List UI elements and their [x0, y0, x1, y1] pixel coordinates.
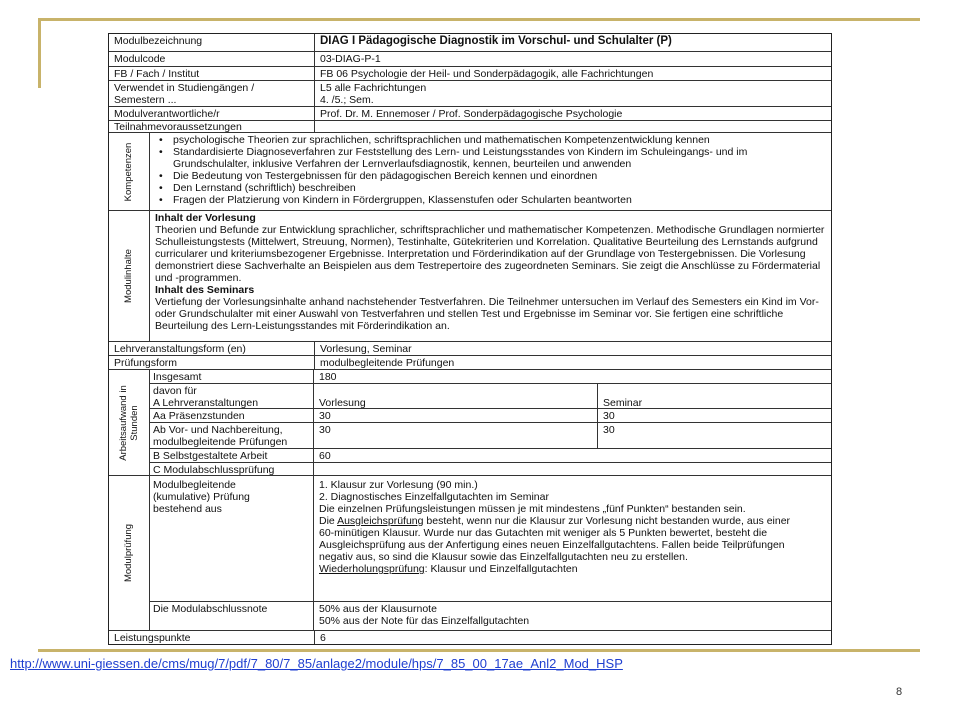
col-header-vorlesung: Vorlesung [319, 397, 366, 409]
label-praesenzstunden: Aa Präsenzstunden [149, 409, 314, 422]
wiederholung-rest: : Klausur und Einzelfallgutachten [424, 563, 578, 575]
label-studiengaenge [109, 81, 314, 106]
label-selbstgestaltete-arbeit: B Selbstgestaltete Arbeit [149, 449, 314, 462]
pruefung-wiederholung [319, 563, 801, 575]
side-label-modulinhalte: Modulinhalte [123, 249, 134, 303]
value-vor-nach-seminar: 30 [597, 423, 831, 448]
value-lehrveranstaltungsform: Vorlesung, Seminar [314, 342, 831, 355]
label-pruefungsform: Prüfungsform [114, 357, 178, 369]
value-teilnahmevoraussetzungen [314, 121, 831, 132]
pruefung-item-klausur: 1. Klausur zur Vorlesung (90 min.) [319, 479, 478, 491]
kompetenz-item: • Fragen der Platzierung von Kindern in Fördergruppen, Klassenstufen oder Schularten beantworten [173, 194, 825, 206]
row-modulabschlussnote [149, 602, 831, 631]
value-modulabschlusspruefung [314, 463, 831, 476]
text-inhalt-vorlesung: Theorien und Befunde zur Entwicklung sprachlicher, schriftsprachlicher und mathematischer Kompetenzen. Methodische Grundlagen normierter Schulleistungstests (Mittelwert, Streuung, Normen), Testinhalte, Gütekriterien und Korrelation. Qualitative Beurteilung des Lernstands aufgrund curricularer und kriteriumsbezogener Ergebnisse. Interpretation und Förderindikation auf der Grundlage von Testergebnissen. Die Vorlesung demonstriert diese Sachverhalte an Beispielen aus dem Testrepertoire des zugeordneten Seminars. Sie zeigt die Anschlüsse zu Fördermaterial und -programmen. [155, 224, 825, 284]
value-modulbezeichnung: DIAG I Pädagogische Diagnostik im Vorschul- und Schulalter (P) [314, 34, 831, 51]
section-kompetenzen [109, 133, 831, 211]
value-studiengaenge [314, 81, 831, 106]
section-modulinhalte [109, 211, 831, 342]
row-modulbezeichnung [109, 34, 831, 52]
note-line1: 50% aus der Klausurnote [319, 603, 437, 615]
label-modulcode: Modulcode [114, 53, 166, 65]
value-studiengaenge-line2: 4. /5.; Sem. [320, 94, 374, 106]
value-leistungspunkte: 6 [314, 631, 831, 644]
row-modulverantwortliche [109, 107, 831, 121]
label-davon-line1: davon für [153, 385, 197, 397]
side-modulpruefung [109, 476, 150, 630]
label-modulbegleitende-line1: Modulbegleitende [153, 479, 236, 491]
ausgleich-rest: besteht, wenn nur die Klausur zur Vorlesung nicht bestanden wurde, aus einer 60-minütigen Klausur. Wurde nur das Gutachten mit weniger als 5 Punkten bewertet, besteht die Ausgleichsprüfung aus der Anfertigung eines neuen Einzelfallgutachtens. Fallen beide Teilprüfungen negativ aus, so sind die Klausur sowie das Einzelfallgutachten neu zu erstellen. [319, 515, 791, 563]
label-teilnahmevoraussetzungen: Teilnahmevoraussetzungen [114, 121, 242, 132]
value-praesenz-vorlesung: 30 [319, 410, 331, 422]
label-lehrveranstaltungsform: Lehrveranstaltungsform (en) [114, 343, 246, 355]
label-insgesamt: Insgesamt [149, 370, 314, 383]
label-davon-line2: A Lehrveranstaltungen [153, 397, 259, 409]
ausgleich-word: Ausgleichsprüfung [337, 515, 424, 527]
row-studiengaenge [109, 81, 831, 107]
value-modulbegleitende-pruefung [314, 476, 831, 601]
row-modulabschlusspruefung [149, 463, 831, 476]
row-lehrveranstaltungsform [109, 342, 831, 356]
pruefung-ausgleich [319, 515, 801, 563]
side-label-arbeitsaufwand-line1: Arbeitsaufwand in [118, 384, 129, 461]
value-modulcode: 03-DIAG-P-1 [314, 52, 831, 66]
pruefung-rule: Die einzelnen Prüfungsleistungen müssen je mit mindestens „fünf Punkten“ bestanden sein. [319, 503, 746, 515]
row-vor-nachbereitung [149, 423, 831, 449]
label-modulbegleitende-line3: bestehend aus [153, 503, 222, 515]
value-studiengaenge-line1: L5 alle Fachrichtungen [320, 82, 427, 94]
row-insgesamt [149, 370, 831, 384]
kompetenz-item: • Die Bedeutung von Testergebnissen für den pädagogischen Bereich kennen und einordnen [173, 170, 825, 182]
row-modulbegleitende-pruefung [149, 476, 831, 602]
label-vor-nachbereitung-line1: Ab Vor- und Nachbereitung, [153, 424, 283, 436]
value-vor-nach-vorlesung: 30 [319, 424, 331, 436]
value-praesenz-seminar: 30 [597, 409, 831, 422]
heading-inhalt-vorlesung: Inhalt der Vorlesung [155, 212, 256, 224]
text-inhalt-seminar: Vertiefung der Vorlesungsinhalte anhand nachstehender Testverfahren. Die Teilnehmer untersuchen im Verlauf des Semesters ein Kind im Vor- oder Grundschulalter mit einer Auswahl von Testverfahren und stellen Test und Ergebnisse im Seminar vor. Sie fertigen eine schriftliche Beurteilung des Lern-Leistungsstandes mit Förderindikation an. [155, 296, 819, 332]
side-label-arbeitsaufwand [118, 385, 140, 461]
label-fachbereich: FB / Fach / Institut [114, 68, 200, 80]
label-modulbegleitende-pruefung [149, 476, 314, 601]
pruefung-item-gutachten: 2. Diagnostisches Einzelfallgutachten im Seminar [319, 491, 549, 503]
kompetenzen-content [149, 133, 831, 210]
value-selbstgestaltete-arbeit: 60 [319, 450, 331, 462]
page-number: 8 [896, 686, 903, 698]
row-selbstgestaltete-arbeit [149, 449, 831, 463]
value-pruefungsform: modulbegleitende Prüfungen [314, 356, 831, 369]
kompetenzen-list [155, 134, 825, 206]
row-modulcode [109, 52, 831, 67]
label-vor-nachbereitung-line2: modulbegleitende Prüfungen [153, 436, 288, 448]
label-vor-nachbereitung [149, 423, 314, 448]
ausgleich-prefix: Die [319, 515, 338, 527]
label-modulabschlusspruefung: C Modulabschlussprüfung [149, 463, 314, 476]
row-teilnahmevoraussetzungen [109, 121, 831, 133]
value-modulverantwortliche: Prof. Dr. M. Ennemoser / Prof. Sonderpädagogische Psychologie [314, 107, 831, 120]
row-leistungspunkte [109, 631, 831, 644]
kompetenz-item: • Standardisierte Diagnoseverfahren zur Feststellung des Lern- und Leistungsstandes von Kindern im Schuleingangs- und im Grundschulalter, inklusive Verfahren der Lernverlaufsdiagnostik, kennen, beurteilen und anwenden [173, 146, 825, 170]
top-accent-line [38, 18, 920, 21]
label-studiengaenge-line1: Verwendet in Studiengängen / [114, 82, 255, 94]
section-modulpruefung [109, 476, 831, 631]
kompetenz-item: • Den Lernstand (schriftlich) beschreiben [173, 182, 825, 194]
section-arbeitsaufwand [109, 370, 831, 476]
row-fachbereich [109, 67, 831, 81]
label-studiengaenge-line2: Semestern ... [114, 94, 177, 106]
side-label-arbeitsaufwand-line2: Stunden [129, 404, 140, 441]
row-praesenzstunden [149, 409, 831, 423]
side-modulinhalte [109, 211, 150, 341]
side-arbeitsaufwand [109, 370, 150, 475]
label-modulverantwortliche: Modulverantwortliche/r [114, 108, 220, 120]
kompetenz-item: • psychologische Theorien zur sprachlichen, schriftsprachlichen und mathematischen Kompetenzentwicklung kennen [173, 134, 825, 146]
wiederholung-word: Wiederholungsprüfung [319, 563, 425, 575]
heading-inhalt-seminar: Inhalt des Seminars [155, 284, 255, 296]
row-pruefungsform [109, 356, 831, 370]
value-insgesamt: 180 [319, 371, 337, 383]
module-description-table [108, 33, 832, 645]
value-fachbereich: FB 06 Psychologie der Heil- und Sonderpädagogik, alle Fachrichtungen [314, 67, 831, 80]
modulinhalte-content [149, 211, 831, 341]
side-label-modulpruefung: Modulprüfung [123, 523, 134, 583]
value-modulabschlussnote [314, 602, 831, 631]
bottom-accent-line [38, 649, 920, 652]
note-line2: 50% aus der Note für das Einzelfallgutachten [319, 615, 530, 627]
source-link[interactable]: http://www.uni-giessen.de/cms/mug/7/pdf/7_80/7_85/anlage2/module/hps/7_85_00_17ae_Anl2_Mod_HSP [10, 656, 623, 671]
row-davon [149, 384, 831, 409]
side-label-kompetenzen: Kompetenzen [123, 142, 134, 201]
label-modulbezeichnung: Modulbezeichnung [114, 35, 203, 47]
left-accent-line [38, 18, 41, 88]
side-kompetenzen [109, 133, 150, 210]
label-modulbegleitende-line2: (kumulative) Prüfung [153, 491, 250, 503]
label-modulabschlussnote: Die Modulabschlussnote [149, 602, 314, 631]
col-header-seminar: Seminar [597, 384, 831, 408]
label-leistungspunkte: Leistungspunkte [114, 632, 191, 644]
label-davon [149, 384, 314, 408]
